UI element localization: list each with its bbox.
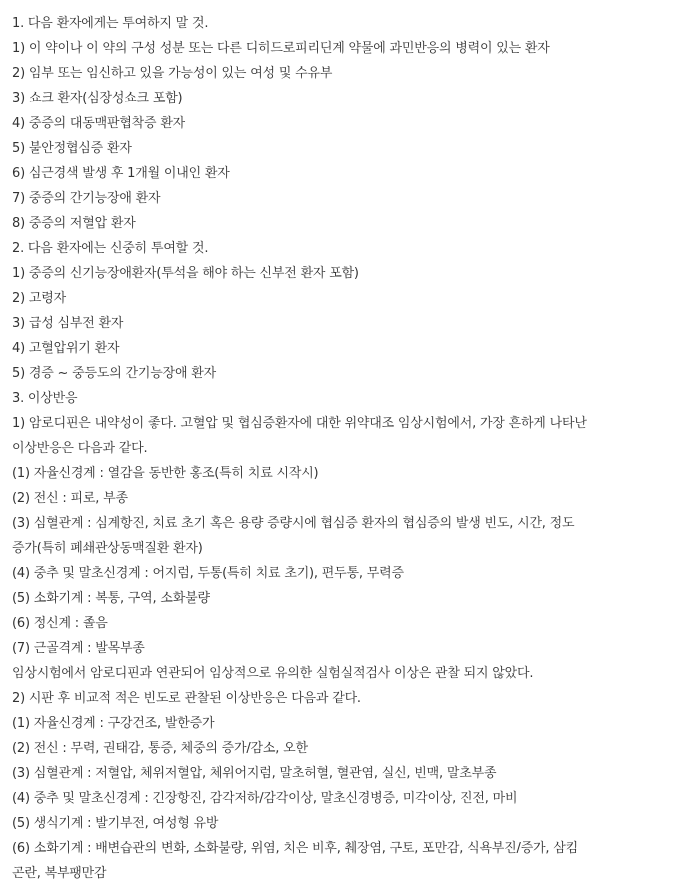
list-item: (3) 심혈관계 : 심계항진, 치료 초기 혹은 용량 증량시에 협심증 환자의 협심증의 발생 빈도, 시간, 정도	[12, 516, 575, 531]
list-item: 7) 중증의 간기능장애 환자	[12, 191, 161, 206]
list-item: (2) 전신 : 피로, 부종	[12, 491, 128, 506]
list-item: 6) 심근경색 발생 후 1개월 이내인 환자	[12, 166, 230, 181]
section-heading-contraindications: 1. 다음 환자에게는 투여하지 말 것.	[12, 16, 209, 31]
list-item: 1) 중증의 신기능장애환자(투석을 해야 하는 신부전 환자 포함)	[12, 266, 359, 281]
list-item: (6) 정신계 : 졸음	[12, 616, 108, 631]
list-item: 2) 고령자	[12, 291, 66, 306]
list-item: (2) 전신 : 무력, 권태감, 통증, 체중의 증가/감소, 오한	[12, 741, 308, 756]
list-item: 3) 쇼크 환자(심장성쇼크 포함)	[12, 91, 183, 106]
paragraph-line: 이상반응은 다음과 같다.	[12, 441, 148, 456]
list-item: (3) 심혈관계 : 저혈압, 체위저혈압, 체위어지럼, 말초허혈, 혈관염, 실신, 빈맥, 말초부종	[12, 766, 497, 781]
list-item: (1) 자율신경계 : 구강건조, 발한증가	[12, 716, 215, 731]
list-item: (4) 중추 및 말초신경계 : 어지럼, 두통(특히 치료 초기), 편두통, 무력증	[12, 566, 404, 581]
paragraph-line: 임상시험에서 암로디핀과 연관되어 임상적으로 유의한 실험실적검사 이상은 관찰 되지 않았다.	[12, 666, 534, 681]
list-item: 8) 중증의 저혈압 환자	[12, 216, 136, 231]
list-item: 2) 임부 또는 임신하고 있을 가능성이 있는 여성 및 수유부	[12, 66, 333, 81]
list-item: (4) 중추 및 말초신경계 : 긴장항진, 감각저하/감각이상, 말초신경병증, 미각이상, 진전, 마비	[12, 791, 518, 806]
paragraph-line: 1) 암로디핀은 내약성이 좋다. 고혈압 및 협심증환자에 대한 위약대조 임상시험에서, 가장 흔하게 나타난	[12, 416, 587, 431]
paragraph-line: 2) 시판 후 비교적 적은 빈도로 관찰된 이상반응은 다음과 같다.	[12, 691, 361, 706]
list-item: (5) 소화기계 : 복통, 구역, 소화불량	[12, 591, 210, 606]
list-item: 5) 경증 ~ 중등도의 간기능장애 환자	[12, 366, 216, 381]
list-item: (1) 자율신경계 : 열감을 동반한 홍조(특히 치료 시작시)	[12, 466, 319, 481]
list-item: 4) 고혈압위기 환자	[12, 341, 120, 356]
list-item: (5) 생식기계 : 발기부전, 여성형 유방	[12, 816, 219, 831]
list-item: 4) 중증의 대동맥판협착증 환자	[12, 116, 186, 131]
list-item: 1) 이 약이나 이 약의 구성 성분 또는 다른 디히드로피리딘계 약물에 과민반응의 병력이 있는 환자	[12, 41, 550, 56]
list-item: 5) 불안정협심증 환자	[12, 141, 132, 156]
list-item: (6) 소화기계 : 배변습관의 변화, 소화불량, 위염, 치은 비후, 췌장염, 구토, 포만감, 식욕부진/증가, 삼킴	[12, 841, 578, 856]
list-item-continuation: 증가(특히 폐쇄관상동맥질환 환자)	[12, 541, 203, 556]
section-heading-precautions: 2. 다음 환자에는 신중히 투여할 것.	[12, 241, 209, 256]
list-item: 3) 급성 심부전 환자	[12, 316, 124, 331]
list-item-continuation: 곤란, 복부팽만감	[12, 866, 107, 881]
document-body	[12, 11, 682, 886]
section-heading-adverse-reactions: 3. 이상반응	[12, 391, 78, 406]
list-item: (7) 근골격계 : 발목부종	[12, 641, 145, 656]
